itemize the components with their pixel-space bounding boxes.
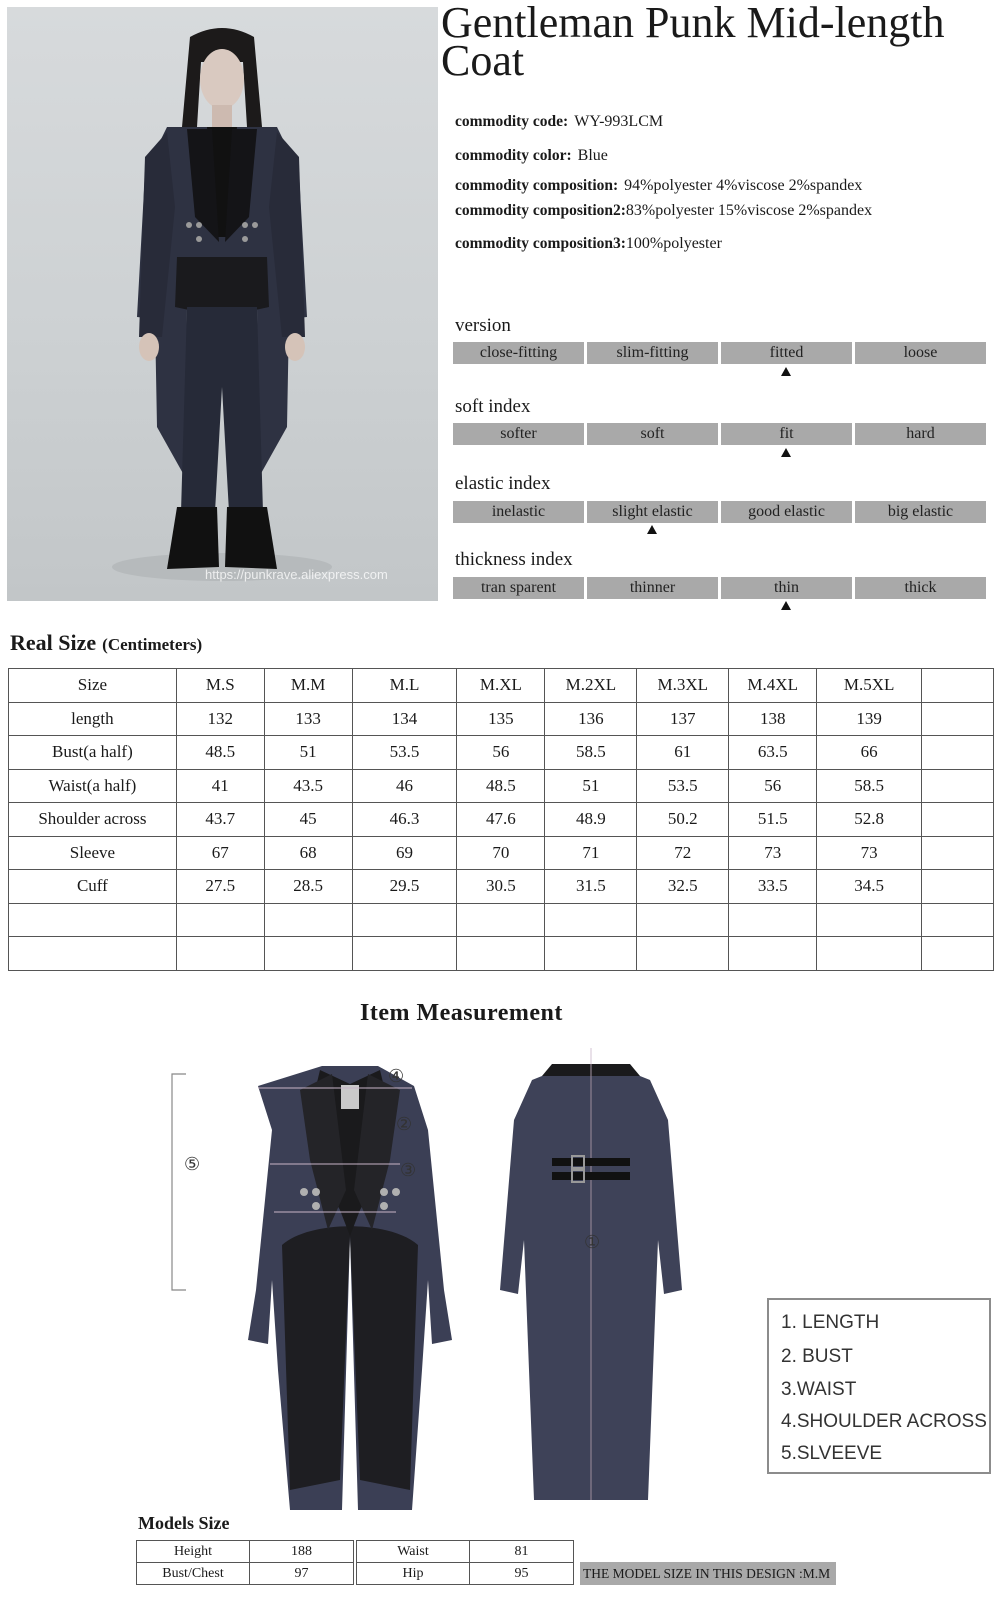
elastic-index-title: elastic index (455, 473, 551, 494)
table-cell (817, 937, 922, 971)
table-cell (352, 903, 457, 937)
table-header-cell: M.4XL (729, 669, 817, 703)
thickness-index-option: thick (855, 577, 986, 599)
table-cell (352, 937, 457, 971)
table-cell: 43.5 (264, 769, 352, 803)
soft-index-option: soft (587, 423, 718, 445)
thickness-index-scale (453, 577, 987, 599)
table-row (9, 870, 994, 904)
table-header-cell: M.S (176, 669, 264, 703)
elastic-index-option: inelastic (453, 501, 584, 523)
thickness-index-marker (781, 601, 791, 610)
table-cell: 69 (352, 836, 457, 870)
table-cell (457, 903, 545, 937)
watermark-text: https://punkrave.aliexpress.com (205, 567, 388, 582)
waist-value: 81 (470, 1541, 574, 1563)
spec-composition2 (455, 202, 872, 220)
real-size-title (10, 630, 202, 656)
table-cell: Sleeve (9, 836, 177, 870)
table-row (9, 769, 994, 803)
elastic-index-scale (453, 501, 987, 523)
table-cell (176, 937, 264, 971)
marker-waist: ③ (400, 1160, 417, 1181)
real-size-unit: (Centimeters) (102, 635, 203, 654)
model-size-note: THE MODEL SIZE IN THIS DESIGN :M.M (580, 1562, 836, 1585)
table-cell: 31.5 (545, 870, 637, 904)
table-cell: 134 (352, 702, 457, 736)
table-cell (9, 937, 177, 971)
hip-value: 95 (470, 1563, 574, 1585)
table-cell: 32.5 (637, 870, 729, 904)
table-cell: Cuff (9, 870, 177, 904)
version-option: close-fitting (453, 342, 584, 364)
table-cell: 47.6 (457, 803, 545, 837)
table-cell (637, 903, 729, 937)
legend-item-bust: 2. BUST (781, 1346, 853, 1367)
table-header-cell: M.XL (457, 669, 545, 703)
soft-index-marker (781, 448, 791, 457)
table-cell: 138 (729, 702, 817, 736)
table-cell (729, 903, 817, 937)
table-cell: 46.3 (352, 803, 457, 837)
table-cell: 133 (264, 702, 352, 736)
table-cell: 137 (637, 702, 729, 736)
marker-shoulder: ④ (388, 1066, 405, 1087)
table-cell: 66 (817, 736, 922, 770)
table-cell: 56 (457, 736, 545, 770)
table-cell: 63.5 (729, 736, 817, 770)
spec-value: 100%polyester (625, 235, 722, 252)
table-cell (637, 937, 729, 971)
elastic-index-marker (647, 525, 657, 534)
version-scale (453, 342, 987, 364)
table-header-cell: M.5XL (817, 669, 922, 703)
table-cell (922, 803, 994, 837)
spec-label: commodity composition2: (455, 202, 626, 219)
marker-sleeve: ⑤ (184, 1154, 201, 1175)
table-row (9, 736, 994, 770)
real-size-heading: Real Size (10, 630, 97, 655)
table-cell: 28.5 (264, 870, 352, 904)
spec-composition3 (455, 235, 722, 253)
table-cell: 33.5 (729, 870, 817, 904)
table-cell: 135 (457, 702, 545, 736)
table-cell (922, 736, 994, 770)
marker-length: ① (584, 1232, 601, 1253)
table-cell: 53.5 (637, 769, 729, 803)
table-cell: 71 (545, 836, 637, 870)
table-cell (922, 769, 994, 803)
table-cell: 72 (637, 836, 729, 870)
table-header-cell (922, 669, 994, 703)
table-cell: 46 (352, 769, 457, 803)
table-header-cell: M.M (264, 669, 352, 703)
table-cell (817, 903, 922, 937)
table-cell: 61 (637, 736, 729, 770)
table-cell: 58.5 (545, 736, 637, 770)
version-marker (781, 367, 791, 376)
models-size-table-right (356, 1540, 574, 1585)
table-cell: 51 (545, 769, 637, 803)
spec-value: WY-993LCM (574, 113, 664, 130)
table-cell: 51.5 (729, 803, 817, 837)
soft-index-option: hard (855, 423, 986, 445)
spec-value: Blue (577, 147, 608, 164)
coat-front-illustration (248, 1066, 452, 1510)
table-cell: 30.5 (457, 870, 545, 904)
elastic-index-option: slight elastic (587, 501, 718, 523)
table-cell: 56 (729, 769, 817, 803)
soft-index-scale (453, 423, 987, 445)
version-option: loose (855, 342, 986, 364)
table-cell: 139 (817, 702, 922, 736)
version-option: fitted (721, 342, 852, 364)
table-cell: 34.5 (817, 870, 922, 904)
table-cell (922, 702, 994, 736)
table-header-cell: M.3XL (637, 669, 729, 703)
spec-label: commodity composition3: (455, 235, 626, 252)
table-cell (264, 903, 352, 937)
table-cell (9, 903, 177, 937)
models-size-title: Models Size (138, 1513, 230, 1533)
table-cell: 73 (729, 836, 817, 870)
size-table (8, 668, 994, 971)
legend-item-sleeve: 5.SLVEEVE (781, 1443, 883, 1464)
table-header-cell: Size (9, 669, 177, 703)
table-cell: 132 (176, 702, 264, 736)
height-value: 188 (250, 1541, 354, 1563)
legend-item-shoulder: 4.SHOULDER ACROSS (781, 1411, 987, 1432)
table-cell (457, 937, 545, 971)
product-title: Gentleman Punk Mid-length Coat (441, 0, 945, 85)
table-cell: Shoulder across (9, 803, 177, 837)
table-cell: length (9, 702, 177, 736)
table-row (9, 702, 994, 736)
elastic-index-option: good elastic (721, 501, 852, 523)
table-cell: 45 (264, 803, 352, 837)
spec-code (455, 113, 663, 131)
table-cell: 53.5 (352, 736, 457, 770)
table-cell: 52.8 (817, 803, 922, 837)
table-row (9, 836, 994, 870)
bust-label: Bust/Chest (137, 1563, 250, 1585)
table-cell: 27.5 (176, 870, 264, 904)
table-cell: 29.5 (352, 870, 457, 904)
model-photo (7, 7, 438, 601)
legend-item-length: 1. LENGTH (781, 1312, 880, 1333)
table-cell (729, 937, 817, 971)
model-illustration (7, 7, 438, 601)
thickness-index-option: thinner (587, 577, 718, 599)
thickness-index-title: thickness index (455, 549, 573, 570)
table-cell (176, 903, 264, 937)
coat-back-illustration (500, 1048, 682, 1500)
table-cell: 136 (545, 702, 637, 736)
soft-index-title: soft index (455, 396, 531, 417)
table-cell (545, 937, 637, 971)
table-cell (922, 903, 994, 937)
elastic-index-option: big elastic (855, 501, 986, 523)
table-cell: 48.5 (457, 769, 545, 803)
hip-label: Hip (357, 1563, 470, 1585)
table-cell: 58.5 (817, 769, 922, 803)
spec-composition (455, 177, 862, 195)
soft-index-option: fit (721, 423, 852, 445)
table-cell (264, 937, 352, 971)
spec-value: 94%polyester 4%viscose 2%spandex (624, 177, 863, 194)
legend-item-waist: 3.WAIST (781, 1379, 857, 1400)
thickness-index-option: thin (721, 577, 852, 599)
table-cell: Waist(a half) (9, 769, 177, 803)
table-cell (922, 836, 994, 870)
table-cell: 70 (457, 836, 545, 870)
table-cell: 41 (176, 769, 264, 803)
table-cell (922, 937, 994, 971)
marker-bust: ② (396, 1114, 413, 1135)
item-measurement-title: Item Measurement (360, 1000, 563, 1026)
table-cell: 73 (817, 836, 922, 870)
table-header-cell: M.2XL (545, 669, 637, 703)
table-cell: 43.7 (176, 803, 264, 837)
spec-label: commodity code: (455, 113, 569, 130)
spec-label: commodity composition: (455, 177, 619, 194)
table-cell (545, 903, 637, 937)
waist-label: Waist (357, 1541, 470, 1563)
table-cell: 51 (264, 736, 352, 770)
bust-value: 97 (250, 1563, 354, 1585)
spec-color (455, 147, 608, 165)
version-title: version (455, 315, 511, 336)
table-cell: 68 (264, 836, 352, 870)
height-label: Height (137, 1541, 250, 1563)
coat-diagram (160, 1040, 720, 1520)
table-row (9, 903, 994, 937)
table-cell (922, 870, 994, 904)
table-cell: 48.5 (176, 736, 264, 770)
table-cell: 50.2 (637, 803, 729, 837)
thickness-index-option: tran sparent (453, 577, 584, 599)
table-row (9, 803, 994, 837)
spec-label: commodity color: (455, 147, 572, 164)
table-cell: 67 (176, 836, 264, 870)
models-size-table-left (136, 1540, 354, 1585)
table-header-row (9, 669, 994, 703)
measurement-legend (767, 1298, 991, 1474)
table-row (9, 937, 994, 971)
spec-value: 83%polyester 15%viscose 2%spandex (625, 202, 873, 219)
table-cell: 48.9 (545, 803, 637, 837)
table-header-cell: M.L (352, 669, 457, 703)
version-option: slim-fitting (587, 342, 718, 364)
soft-index-option: softer (453, 423, 584, 445)
table-cell: Bust(a half) (9, 736, 177, 770)
